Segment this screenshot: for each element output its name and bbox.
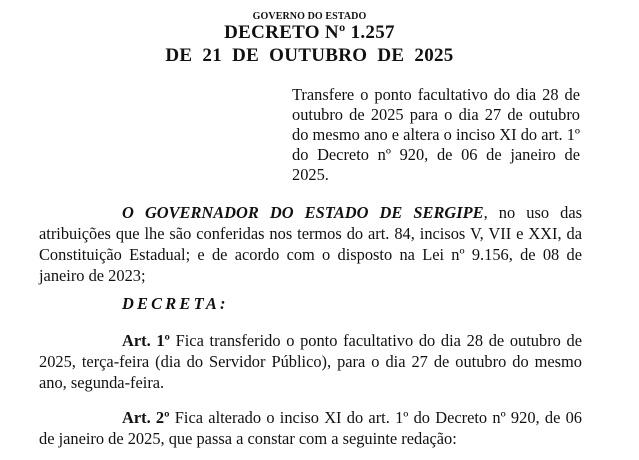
decree-date: DE 21 DE OUTUBRO DE 2025 [165, 45, 454, 66]
government-heading: GOVERNO DO ESTADO [252, 11, 367, 22]
article-1 [39, 330, 582, 393]
decreta-heading: DECRETA: [122, 294, 229, 313]
governor-title: O GOVERNADOR DO ESTADO DE SERGIPE [122, 203, 484, 222]
article-2 [39, 407, 582, 449]
article-1-label: Art. 1º [122, 331, 170, 350]
preamble-paragraph [39, 202, 582, 286]
article-2-label: Art. 2º [122, 408, 170, 427]
decree-number: DECRETO Nº 1.257 [224, 22, 395, 43]
decree-summary: Transfere o ponto facultativo do dia 28 de outubro de 2025 para o dia 27 de outubro do mesmo ano e altera o inciso XI do art. 1º do Decreto nº 920, de 06 de janeiro de 2025. [292, 85, 580, 184]
article-1-text: Fica transferido o ponto facultativo do dia 28 de outubro de 2025, terça-feira (dia do Servidor Público), para o dia 27 de outubro do mesmo ano, segunda-feira. [39, 331, 582, 392]
preamble-text: , no uso das atribuições que lhe são conferidas nos termos do art. 84, incisos V, VII e XXI, da Constituição Estadual; e de acordo com o disposto na Lei nº 9.156, de 08 de janeiro de 2023; [39, 203, 583, 285]
article-2-text: Fica alterado o inciso XI do art. 1º do Decreto nº 920, de 06 de janeiro de 2025, que passa a constar com a seguinte redação: [39, 408, 582, 448]
